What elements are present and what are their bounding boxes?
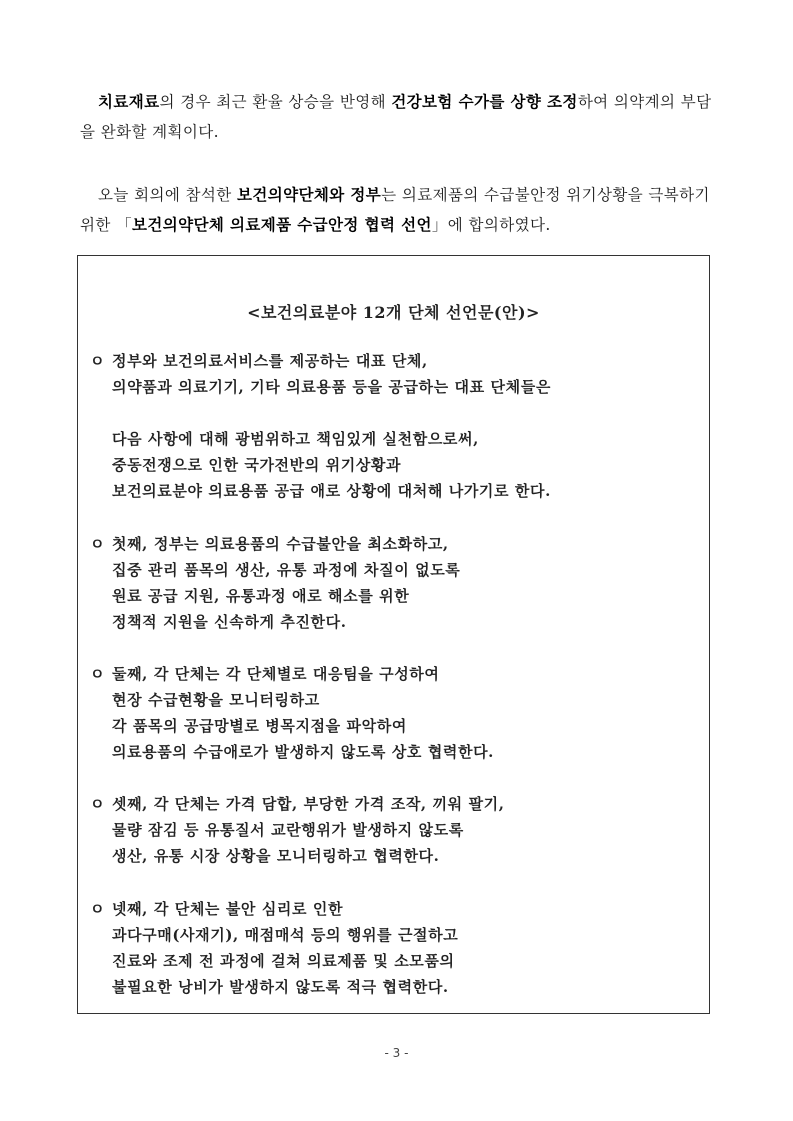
declaration-line: [90, 348, 701, 374]
declaration-line: 물량 잠김 등 유통질서 교란행위가 발생하지 않도록: [112, 821, 464, 839]
declaration-line: 각 품목의 공급망별로 병목지점을 파악하여: [112, 717, 407, 735]
declaration-line: 진료와 조제 전 과정에 걸쳐 의료제품 및 소모품의: [112, 952, 455, 970]
para2-seg-1: 보건의약단체와 정부: [236, 185, 382, 204]
declaration-line: [90, 531, 701, 557]
bullet-marker: ㅇ: [90, 535, 106, 553]
declaration-line: 원료 공급 지원, 유통과정 애로 해소를 위한: [112, 587, 410, 605]
line-text: 첫째, 정부는 의료용품의 수급불안을 최소화하고,: [112, 535, 449, 553]
line-text: 셋째, 각 단체는 가격 담합, 부당한 가격 조작, 끼워 팔기,: [112, 795, 505, 813]
declaration-line: 집중 관리 품목의 생산, 유통 과정에 차질이 없도록: [112, 561, 461, 579]
declaration-line: [90, 896, 701, 922]
line-text: 넷째, 각 단체는 불안 심리로 인한: [112, 900, 344, 918]
declaration-item-3: [90, 661, 701, 765]
page-number: - 3 -: [384, 1046, 409, 1060]
declaration-line: [90, 791, 701, 817]
para2-seg-4: 」에 합의하였다.: [431, 216, 551, 234]
bullet-marker: ㅇ: [90, 900, 106, 918]
declaration-line-blank: [90, 400, 701, 426]
declaration-line: [90, 661, 701, 687]
declaration-line: 중동전쟁으로 인한 국가전반의 위기상황과: [112, 456, 402, 474]
bullet-marker: ㅇ: [90, 795, 106, 813]
declaration-title: <보건의료분야 12개 단체 선언문(안)>: [247, 303, 540, 322]
declaration-line: 보건의료분야 의료용품 공급 애로 상황에 대처해 나가기로 한다.: [112, 482, 551, 500]
declaration-line: 불필요한 낭비가 발생하지 않도록 적극 협력한다.: [112, 978, 449, 996]
declaration-line: 의료용품의 수급애로가 발생하지 않도록 상호 협력한다.: [112, 743, 495, 761]
declaration-item-5: [90, 896, 701, 1000]
declaration-line: 의약품과 의료기기, 기타 의료용품 등을 공급하는 대표 단체들은: [112, 378, 551, 396]
bullet-marker: ㅇ: [90, 352, 106, 370]
para2-seg-3: 보건의약단체 의료제품 수급안정 협력 선언: [131, 215, 432, 234]
para2-seg-2: 는 의료제품의 수급불안정 위기상황을 극복하기 위한 「: [80, 186, 710, 234]
declaration-box: [77, 255, 710, 1014]
declaration-line: 생산, 유통 시장 상황을 모니터링하고 협력한다.: [112, 847, 440, 865]
paragraph-treatment-materials: [80, 87, 720, 147]
para1-seg-1: 의 경우 최근 환율 상승을 반영해: [159, 93, 392, 111]
para2-seg-0: 오늘 회의에 참석한: [98, 186, 237, 204]
declaration-line: 과다구매(사재기), 매점매석 등의 행위를 근절하고: [112, 926, 459, 944]
line-text: 둘째, 각 단체는 각 단체별로 대응팀을 구성하여: [112, 665, 440, 683]
declaration-item-4: [90, 791, 701, 869]
bullet-marker: ㅇ: [90, 665, 106, 683]
line-text: 정부와 보건의료서비스를 제공하는 대표 단체,: [112, 352, 428, 370]
declaration-line: 현장 수급현황을 모니터링하고: [112, 691, 320, 709]
declaration-line: 다음 사항에 대해 광범위하고 책임있게 실천함으로써,: [112, 430, 479, 448]
para1-seg-3: 하여 의약계의 부담을 완화할 계획이다.: [80, 93, 712, 141]
declaration-item-2: [90, 531, 701, 635]
para1-seg-0: 치료재료: [98, 92, 160, 111]
paragraph-cooperation-declaration: [80, 180, 720, 240]
para1-seg-2: 건강보험 수가를 상향 조정: [391, 92, 578, 111]
declaration-item-1: [90, 348, 701, 504]
declaration-line: 정책적 지원을 신속하게 추진한다.: [112, 613, 347, 631]
